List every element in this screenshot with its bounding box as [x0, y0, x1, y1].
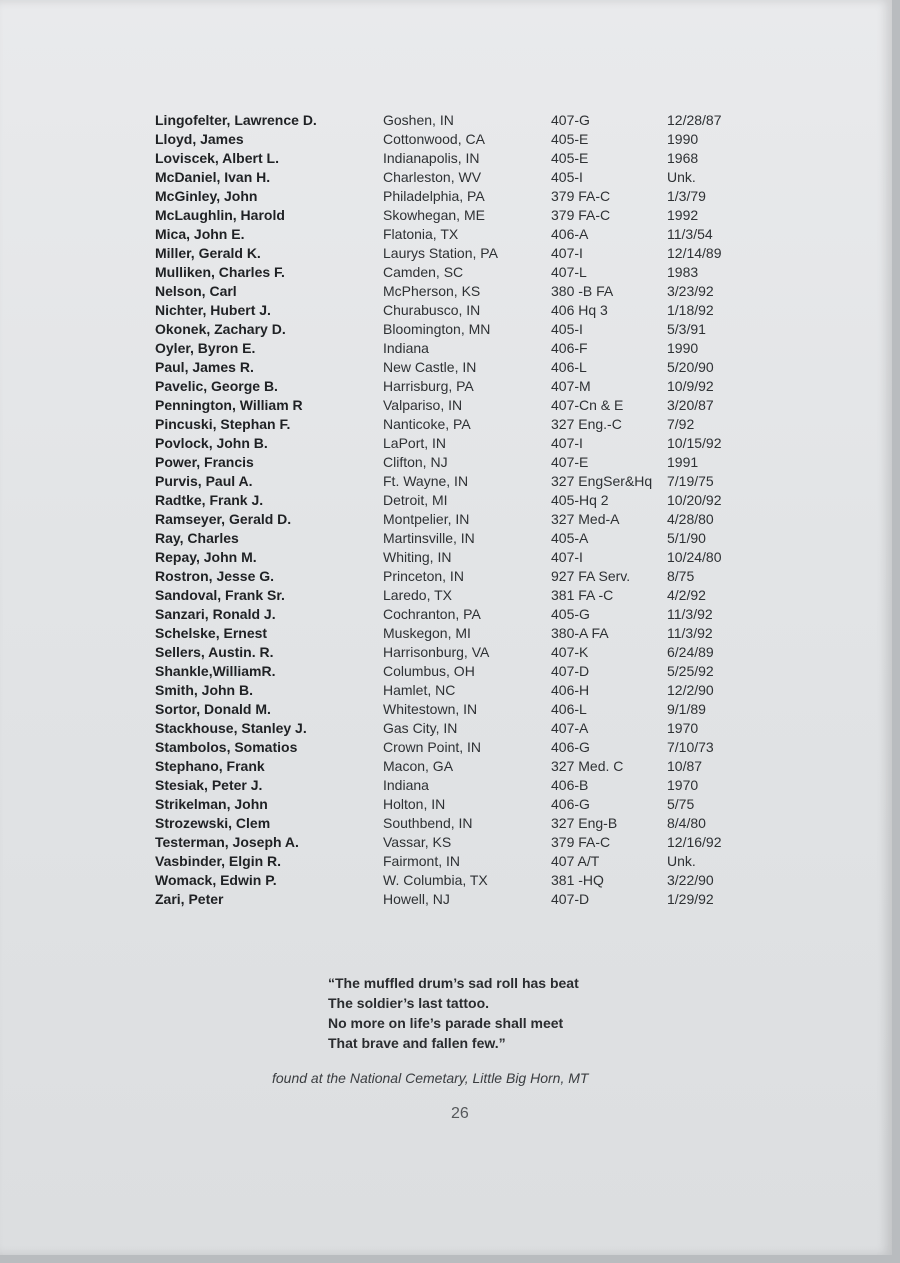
roster-name: Sandoval, Frank Sr.	[155, 587, 285, 603]
roster-unit: 407-I	[551, 435, 583, 451]
roster-name: Radtke, Frank J.	[155, 492, 264, 508]
roster-row	[155, 529, 755, 548]
roster-date: 1970	[667, 777, 699, 793]
roster-name: Pincuski, Stephan F.	[155, 416, 291, 432]
roster-row	[155, 282, 755, 301]
roster-name: Stesiak, Peter J.	[155, 777, 263, 793]
roster-row	[155, 738, 755, 757]
roster-hometown: Clifton, NJ	[383, 454, 448, 470]
roster-unit: 407-L	[551, 264, 587, 280]
page-number: 26	[451, 1105, 469, 1122]
roster-name: Purvis, Paul A.	[155, 473, 253, 489]
roster-name: Miller, Gerald K.	[155, 245, 261, 261]
roster-date: 3/23/92	[667, 283, 714, 299]
roster-date: 5/3/91	[667, 321, 706, 337]
roster-row	[155, 814, 755, 833]
roster-row	[155, 852, 755, 871]
roster-name: Nichter, Hubert J.	[155, 302, 271, 318]
roster-row	[155, 624, 755, 643]
roster-unit: 407-E	[551, 454, 589, 470]
roster-date: 10/9/92	[667, 378, 714, 394]
poem	[328, 973, 579, 1053]
roster-row	[155, 643, 755, 662]
roster-name: Stephano, Frank	[155, 758, 265, 774]
roster-unit: 327 Med-A	[551, 511, 620, 527]
roster-name: Nelson, Carl	[155, 283, 237, 299]
roster-date: 5/20/90	[667, 359, 714, 375]
poem-line: No more on life’s parade shall meet	[328, 1015, 564, 1031]
roster-date: 1/3/79	[667, 188, 706, 204]
roster-row	[155, 871, 755, 890]
roster-name: Ray, Charles	[155, 530, 239, 546]
roster-unit: 406-H	[551, 682, 590, 698]
roster-unit: 327 Eng-B	[551, 815, 618, 831]
roster-hometown: Churabusco, IN	[383, 302, 481, 318]
roster-date: 7/10/73	[667, 739, 714, 755]
roster-name: McDaniel, Ivan H.	[155, 169, 271, 185]
roster-date: Unk.	[667, 169, 696, 185]
roster-date: 1968	[667, 150, 699, 166]
roster-hometown: Howell, NJ	[383, 891, 450, 907]
roster-hometown: Detroit, MI	[383, 492, 448, 508]
roster-hometown: Whiting, IN	[383, 549, 452, 565]
roster-hometown: Camden, SC	[383, 264, 464, 280]
roster-date: Unk.	[667, 853, 696, 869]
roster-unit: 405-I	[551, 321, 583, 337]
roster-hometown: Columbus, OH	[383, 663, 475, 679]
roster-unit: 380-A FA	[551, 625, 609, 641]
roster-hometown: LaPort, IN	[383, 435, 447, 451]
roster-row	[155, 833, 755, 852]
roster-unit: 407-I	[551, 549, 583, 565]
roster-row	[155, 719, 755, 738]
roster-date: 10/87	[667, 758, 703, 774]
roster-row	[155, 339, 755, 358]
roster-name: Pennington, William R	[155, 397, 303, 413]
roster-hometown: Macon, GA	[383, 758, 454, 774]
roster-unit: 406-L	[551, 701, 587, 717]
roster-row	[155, 396, 755, 415]
roster-unit: 379 FA-C	[551, 207, 611, 223]
roster-unit: 407-A	[551, 720, 589, 736]
roster-row	[155, 168, 755, 187]
roster-unit: 327 EngSer&Hq	[551, 473, 653, 489]
roster-date: 1990	[667, 340, 699, 356]
roster-hometown: Indiana	[383, 777, 429, 793]
roster-hometown: Goshen, IN	[383, 112, 454, 128]
roster-date: 4/28/80	[667, 511, 714, 527]
roster-name: Povlock, John B.	[155, 435, 268, 451]
roster-row	[155, 548, 755, 567]
roster-row	[155, 434, 755, 453]
roster-hometown: Bloomington, MN	[383, 321, 491, 337]
roster-date: 9/1/89	[667, 701, 706, 717]
roster-unit: 407-D	[551, 663, 590, 679]
memorial-roster	[155, 111, 755, 909]
roster-date: 1990	[667, 131, 699, 147]
roster-unit: 405-I	[551, 169, 583, 185]
roster-hometown: Flatonia, TX	[383, 226, 459, 242]
roster-date: 6/24/89	[667, 644, 714, 660]
roster-row	[155, 377, 755, 396]
roster-name: Shankle,WilliamR.	[155, 663, 276, 679]
roster-unit: 407-M	[551, 378, 591, 394]
roster-row	[155, 662, 755, 681]
roster-unit: 405-E	[551, 131, 589, 147]
roster-hometown: Whitestown, IN	[383, 701, 478, 717]
roster-unit: 406-G	[551, 739, 590, 755]
roster-row	[155, 415, 755, 434]
roster-unit: 405-G	[551, 606, 590, 622]
roster-name: McLaughlin, Harold	[155, 207, 285, 223]
roster-hometown: Harrisonburg, VA	[383, 644, 490, 660]
roster-date: 1970	[667, 720, 699, 736]
roster-row	[155, 491, 755, 510]
roster-row	[155, 795, 755, 814]
roster-date: 3/22/90	[667, 872, 714, 888]
roster-hometown: Holton, IN	[383, 796, 446, 812]
roster-date: 8/4/80	[667, 815, 706, 831]
roster-date: 5/1/90	[667, 530, 706, 546]
roster-row	[155, 301, 755, 320]
roster-hometown: Fairmont, IN	[383, 853, 461, 869]
roster-unit: 407-G	[551, 112, 590, 128]
roster-unit: 406-B	[551, 777, 589, 793]
roster-date: 1992	[667, 207, 699, 223]
roster-name: Ramseyer, Gerald D.	[155, 511, 292, 527]
roster-name: Lloyd, James	[155, 131, 244, 147]
roster-row	[155, 472, 755, 491]
roster-unit: 405-E	[551, 150, 589, 166]
roster-row	[155, 890, 755, 909]
roster-unit: 405-Hq 2	[551, 492, 609, 508]
roster-date: 1/29/92	[667, 891, 714, 907]
roster-date: 11/3/54	[667, 226, 713, 242]
roster-row	[155, 263, 755, 282]
roster-hometown: Laredo, TX	[383, 587, 453, 603]
roster-hometown: Montpelier, IN	[383, 511, 470, 527]
roster-name: Stambolos, Somatios	[155, 739, 298, 755]
roster-date: 11/3/92	[667, 625, 713, 641]
roster-name: Repay, John M.	[155, 549, 257, 565]
roster-unit: 407 A/T	[551, 853, 600, 869]
roster-unit: 380 -B FA	[551, 283, 614, 299]
roster-date: 1/18/92	[667, 302, 714, 318]
roster-unit: 407-K	[551, 644, 589, 660]
roster-hometown: Charleston, WV	[383, 169, 482, 185]
roster-row	[155, 757, 755, 776]
roster-name: Testerman, Joseph A.	[155, 834, 299, 850]
roster-name: Sortor, Donald M.	[155, 701, 271, 717]
roster-name: Vasbinder, Elgin R.	[155, 853, 282, 869]
roster-row	[155, 567, 755, 586]
roster-row	[155, 149, 755, 168]
roster-name: Loviscek, Albert L.	[155, 150, 279, 166]
roster-name: Mulliken, Charles F.	[155, 264, 285, 280]
roster-unit: 327 Med. C	[551, 758, 624, 774]
roster-date: 12/16/92	[667, 834, 722, 850]
roster-hometown: New Castle, IN	[383, 359, 477, 375]
roster-hometown: W. Columbia, TX	[383, 872, 488, 888]
roster-row	[155, 700, 755, 719]
roster-name: Womack, Edwin P.	[155, 872, 277, 888]
roster-date: 10/15/92	[667, 435, 722, 451]
roster-date: 5/75	[667, 796, 695, 812]
roster-unit: 407-D	[551, 891, 590, 907]
roster-hometown: Harrisburg, PA	[383, 378, 474, 394]
roster-date: 3/20/87	[667, 397, 714, 413]
roster-name: Oyler, Byron E.	[155, 340, 256, 356]
roster-unit: 405-A	[551, 530, 589, 546]
roster-date: 1983	[667, 264, 699, 280]
roster-date: 8/75	[667, 568, 695, 584]
roster-hometown: Cottonwood, CA	[383, 131, 485, 147]
roster-row	[155, 510, 755, 529]
roster-date: 11/3/92	[667, 606, 713, 622]
roster-unit: 379 FA-C	[551, 834, 611, 850]
roster-unit: 406-L	[551, 359, 587, 375]
roster-date: 10/24/80	[667, 549, 722, 565]
roster-unit: 406-F	[551, 340, 588, 356]
roster-hometown: Martinsville, IN	[383, 530, 475, 546]
roster-unit: 379 FA-C	[551, 188, 611, 204]
roster-row	[155, 586, 755, 605]
roster-hometown: Hamlet, NC	[383, 682, 456, 698]
roster-date: 5/25/92	[667, 663, 714, 679]
roster-hometown: Nanticoke, PA	[383, 416, 471, 432]
roster-unit: 381 FA -C	[551, 587, 614, 603]
roster-row	[155, 358, 755, 377]
roster-name: Rostron, Jesse G.	[155, 568, 275, 584]
roster-row	[155, 776, 755, 795]
roster-date: 7/92	[667, 416, 695, 432]
roster-name: Sellers, Austin. R.	[155, 644, 274, 660]
roster-name: Zari, Peter	[155, 891, 224, 907]
roster-hometown: Indiana	[383, 340, 429, 356]
roster-name: Lingofelter, Lawrence D.	[155, 112, 317, 128]
roster-name: Stackhouse, Stanley J.	[155, 720, 307, 736]
roster-unit: 381 -HQ	[551, 872, 604, 888]
roster-row	[155, 111, 755, 130]
roster-hometown: Skowhegan, ME	[383, 207, 485, 223]
roster-unit: 406-A	[551, 226, 589, 242]
roster-hometown: Ft. Wayne, IN	[383, 473, 469, 489]
roster-row	[155, 187, 755, 206]
roster-unit: 406 Hq 3	[551, 302, 608, 318]
roster-row	[155, 225, 755, 244]
roster-name: McGinley, John	[155, 188, 258, 204]
roster-hometown: McPherson, KS	[383, 283, 481, 299]
poem-line: “The muffled drum’s sad roll has beat	[328, 975, 579, 991]
roster-row	[155, 453, 755, 472]
roster-row	[155, 206, 755, 225]
roster-name: Schelske, Ernest	[155, 625, 268, 641]
roster-row	[155, 681, 755, 700]
roster-row	[155, 320, 755, 339]
roster-hometown: Crown Point, IN	[383, 739, 482, 755]
roster-date: 1991	[667, 454, 699, 470]
roster-unit: 927 FA Serv.	[551, 568, 631, 584]
poem-line: The soldier’s last tattoo.	[328, 995, 490, 1011]
roster-hometown: Valpariso, IN	[383, 397, 463, 413]
poem-attribution: found at the National Cemetary, Little Big Horn, MT	[272, 1070, 589, 1086]
roster-name: Strikelman, John	[155, 796, 268, 812]
roster-date: 12/28/87	[667, 112, 722, 128]
roster-date: 4/2/92	[667, 587, 706, 603]
roster-name: Sanzari, Ronald J.	[155, 606, 276, 622]
roster-row	[155, 244, 755, 263]
roster-name: Smith, John B.	[155, 682, 253, 698]
roster-hometown: Southbend, IN	[383, 815, 473, 831]
roster-date: 7/19/75	[667, 473, 714, 489]
roster-hometown: Gas City, IN	[383, 720, 458, 736]
poem-line: That brave and fallen few.”	[328, 1035, 506, 1051]
roster-hometown: Philadelphia, PA	[383, 188, 485, 204]
roster-unit: 407-I	[551, 245, 583, 261]
roster-name: Strozewski, Clem	[155, 815, 271, 831]
roster-hometown: Cochranton, PA	[383, 606, 481, 622]
roster-row	[155, 130, 755, 149]
roster-name: Power, Francis	[155, 454, 254, 470]
roster-hometown: Princeton, IN	[383, 568, 464, 584]
roster-row	[155, 605, 755, 624]
roster-hometown: Muskegon, MI	[383, 625, 471, 641]
roster-hometown: Indianapolis, IN	[383, 150, 480, 166]
roster-unit: 406-G	[551, 796, 590, 812]
roster-name: Paul, James R.	[155, 359, 254, 375]
roster-unit: 327 Eng.-C	[551, 416, 622, 432]
roster-date: 12/2/90	[667, 682, 714, 698]
roster-date: 12/14/89	[667, 245, 722, 261]
roster-name: Mica, John E.	[155, 226, 245, 242]
roster-date: 10/20/92	[667, 492, 722, 508]
roster-hometown: Vassar, KS	[383, 834, 452, 850]
roster-name: Okonek, Zachary D.	[155, 321, 286, 337]
roster-hometown: Laurys Station, PA	[383, 245, 498, 261]
roster-name: Pavelic, George B.	[155, 378, 278, 394]
roster-unit: 407-Cn & E	[551, 397, 624, 413]
